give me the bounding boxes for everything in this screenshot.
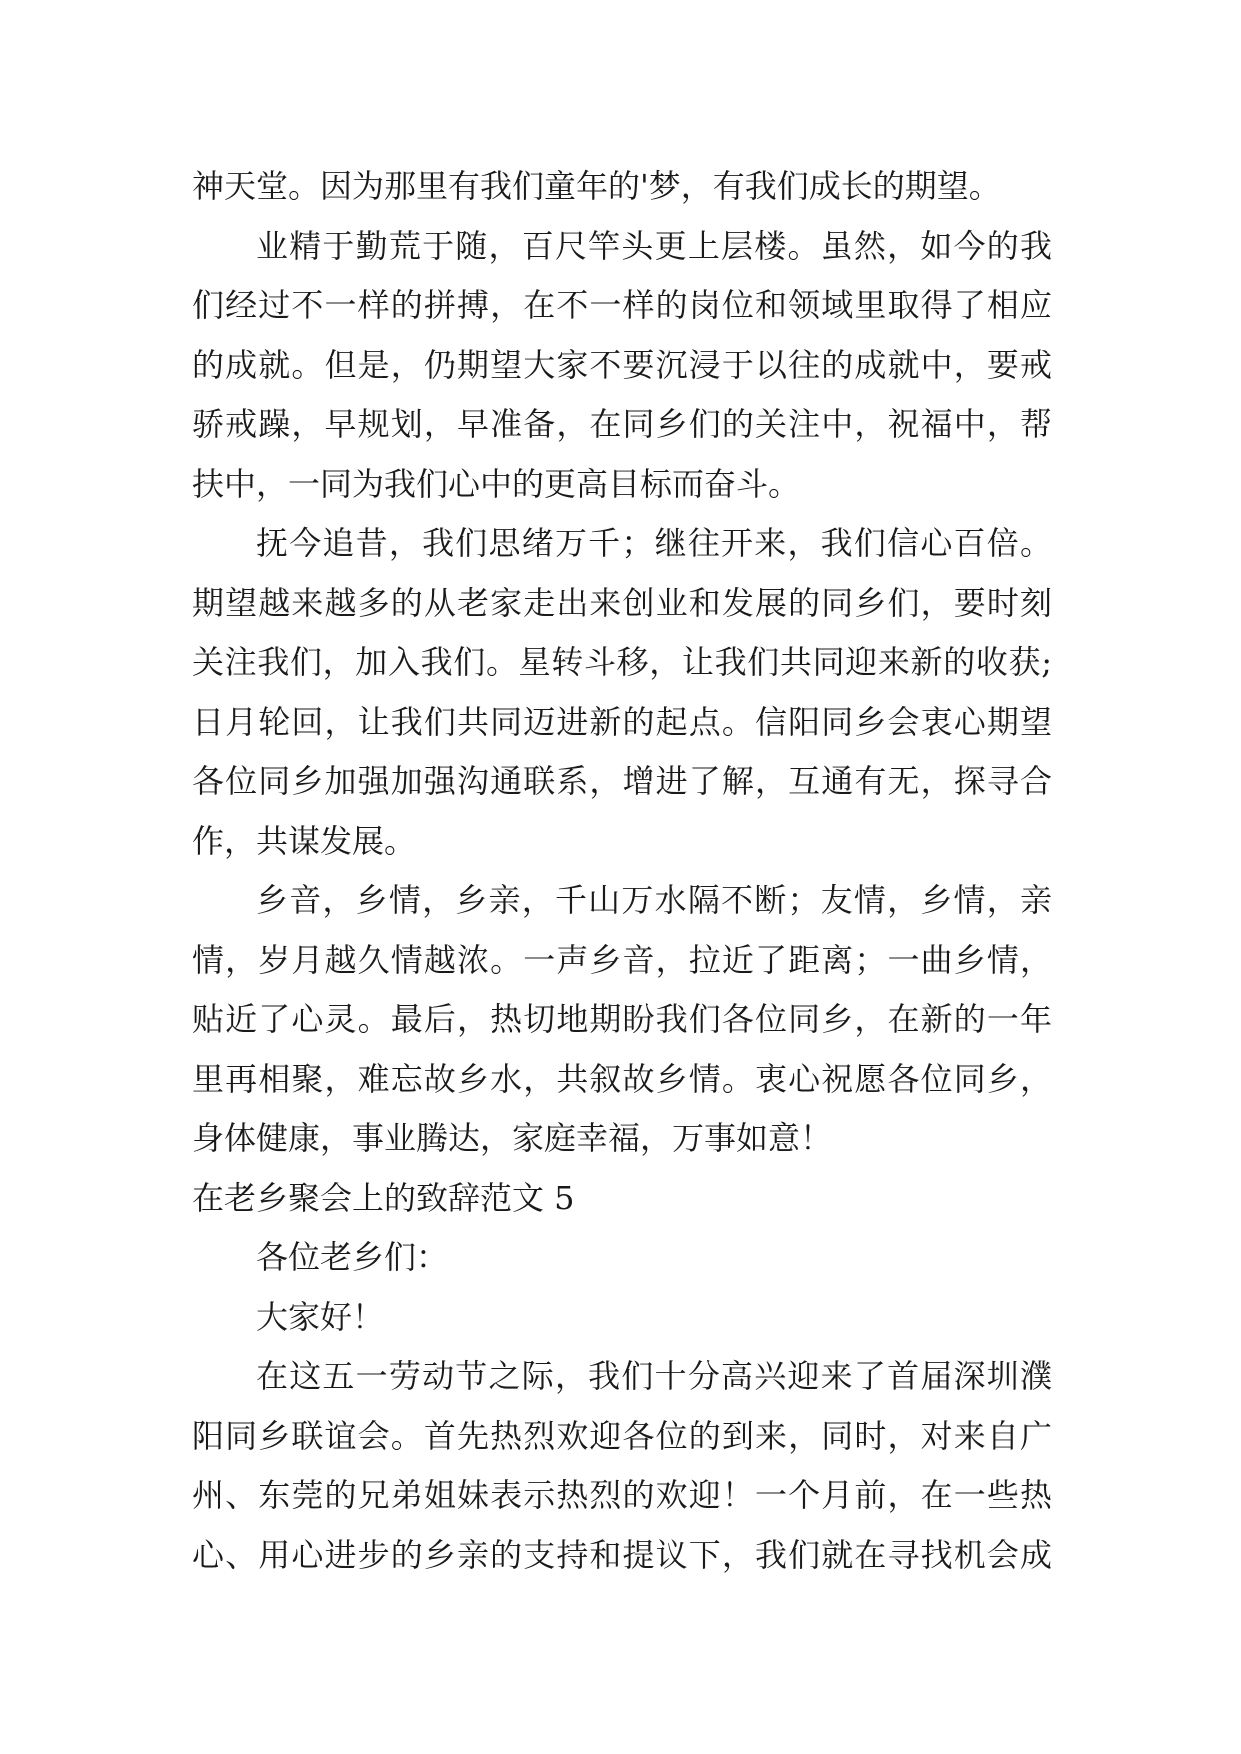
text-line: 抚今追昔，我们思绪万千；继往开来，我们信心百倍。 bbox=[256, 524, 1052, 562]
text-line: 各位同乡加强加强沟通联系，增进了解，互通有无，探寻合 bbox=[192, 762, 1052, 800]
body-text-block-1 bbox=[192, 157, 1052, 1169]
text-line: 扶中，一同为我们心中的更高目标而奋斗。 bbox=[192, 464, 801, 503]
text-line: 里再相聚，难忘故乡水，共叙故乡情。衷心祝愿各位同乡， bbox=[192, 1059, 1052, 1098]
text-line: 阳同乡联谊会。首先热烈欢迎各位的到来，同时，对来自广 bbox=[192, 1416, 1052, 1455]
text-line: 业精于勤荒于随，百尺竿头更上层楼。虽然，如今的我 bbox=[256, 226, 1052, 265]
body-text-block-2 bbox=[192, 1228, 1052, 1585]
text-line: 心、用心进步的乡亲的支持和提议下，我们就在寻找机会成 bbox=[192, 1535, 1052, 1574]
text-line: 们经过不一样的拼搏，在不一样的岗位和领域里取得了相应 bbox=[192, 286, 1052, 324]
text-line: 州、东莞的兄弟姐妹表示热烈的欢迎！一个月前，在一些热 bbox=[192, 1476, 1052, 1514]
text-line: 日月轮回，让我们共同迈进新的起点。信阳同乡会衷心期望 bbox=[192, 702, 1052, 741]
text-line: 在这五一劳动节之际，我们十分高兴迎来了首届深圳濮 bbox=[256, 1357, 1052, 1395]
text-line: 神天堂。因为那里有我们童年的'梦，有我们成长的期望。 bbox=[192, 167, 1001, 205]
text-line: 作，共谋发展。 bbox=[192, 821, 417, 860]
text-line: 乡音，乡情，乡亲，千山万水隔不断；友情，乡情，亲 bbox=[256, 881, 1052, 919]
text-line: 大家好！ bbox=[256, 1297, 385, 1336]
text-line: 期望越来越多的从老家走出来创业和发展的同乡们，要时刻 bbox=[192, 583, 1052, 622]
text-line: 骄戒躁，早规划，早准备，在同乡们的关注中，祝福中，帮 bbox=[192, 405, 1052, 443]
text-line: 各位老乡们： bbox=[256, 1238, 449, 1276]
text-line: 贴近了心灵。最后，热切地期盼我们各位同乡，在新的一年 bbox=[192, 1000, 1052, 1038]
text-line: 身体健康，事业腾达，家庭幸福，万事如意！ bbox=[192, 1119, 833, 1157]
text-line: 关注我们，加入我们。星转斗移，让我们共同迎来新的收获; bbox=[192, 643, 1052, 681]
text-line: 情，岁月越久情越浓。一声乡音，拉近了距离；一曲乡情， bbox=[192, 940, 1052, 979]
section-heading: 在老乡聚会上的致辞范文 5 bbox=[192, 1178, 575, 1217]
document-page bbox=[192, 157, 1052, 1585]
text-line: 的成就。但是，仍期望大家不要沉浸于以往的成就中，要戒 bbox=[192, 345, 1052, 384]
